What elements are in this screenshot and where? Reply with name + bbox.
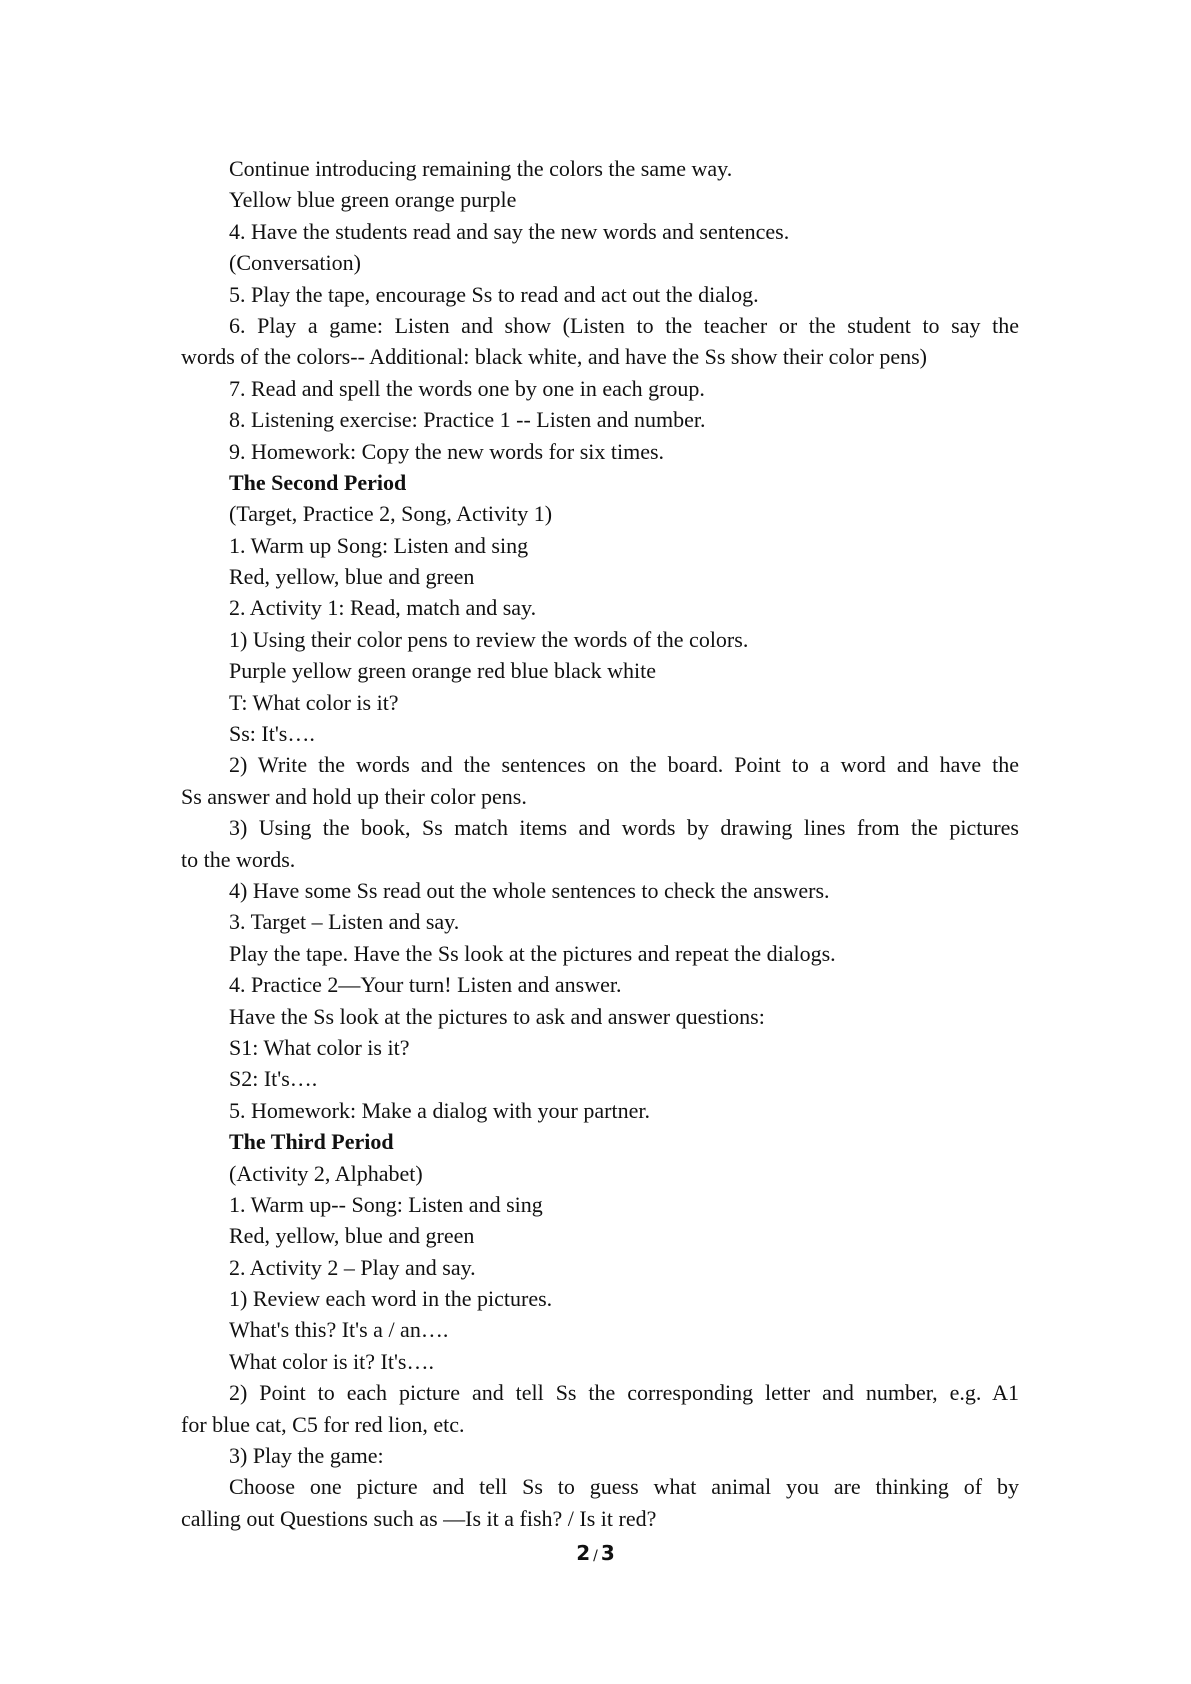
text-line: Play the tape. Have the Ss look at the pictures and repeat the dialogs.	[229, 940, 836, 966]
text-line: 3) Using the book, Ss match items and words by drawing lines from the pictures	[229, 815, 1019, 841]
text-line: 6. Play a game: Listen and show (Listen to the teacher or the student to say the	[229, 312, 1019, 338]
section-heading: The Second Period	[229, 469, 407, 495]
text-line: Red, yellow, blue and green	[229, 564, 475, 590]
document-body	[181, 153, 1019, 1534]
text-line: 1. Warm up-- Song: Listen and sing	[229, 1191, 543, 1217]
text-line: 1) Review each word in the pictures.	[229, 1286, 553, 1312]
text-line: for blue cat, C5 for red lion, etc.	[181, 1411, 465, 1437]
text-line: words of the colors-- Additional: black white, and have the Ss show their color pens)	[181, 344, 928, 370]
text-line: What color is it? It's….	[229, 1348, 434, 1374]
text-line: to the words.	[181, 846, 296, 872]
text-line: 4. Practice 2—Your turn! Listen and answer.	[229, 972, 622, 998]
page-number-total: 3	[600, 1541, 615, 1565]
page-number-separator: /	[593, 1548, 598, 1564]
text-line: Choose one picture and tell Ss to guess what animal you are thinking of by	[229, 1474, 1019, 1500]
text-line: Purple yellow green orange red blue black white	[229, 658, 657, 684]
text-line: Ss: It's….	[229, 721, 315, 747]
text-line: 2. Activity 2 – Play and say.	[229, 1254, 476, 1280]
text-line: calling out Questions such as ―Is it a fish? / Is it red?	[181, 1505, 657, 1531]
text-line: S1: What color is it?	[229, 1034, 410, 1060]
text-line: 2) Write the words and the sentences on the board. Point to a word and have the	[229, 752, 1019, 778]
text-line: 5. Play the tape, encourage Ss to read and act out the dialog.	[229, 281, 759, 307]
text-line: 7. Read and spell the words one by one in each group.	[229, 375, 705, 401]
text-line: Yellow blue green orange purple	[229, 187, 517, 213]
text-line: 4) Have some Ss read out the whole sentences to check the answers.	[229, 877, 830, 903]
text-line: 2. Activity 1: Read, match and say.	[229, 595, 537, 621]
text-line: 9. Homework: Copy the new words for six times.	[229, 438, 665, 464]
text-line: Have the Ss look at the pictures to ask and answer questions:	[229, 1003, 765, 1029]
text-line: 8. Listening exercise: Practice 1 -- Listen and number.	[229, 407, 706, 433]
text-line: 2) Point to each picture and tell Ss the corresponding letter and number, e.g. A1	[229, 1380, 1019, 1406]
text-line: 1) Using their color pens to review the words of the colors.	[229, 626, 749, 652]
text-line: What's this? It's a / an….	[229, 1317, 449, 1343]
page-number-current: 2	[576, 1541, 591, 1565]
text-line: 3. Target – Listen and say.	[229, 909, 460, 935]
text-line: Red, yellow, blue and green	[229, 1223, 475, 1249]
text-line: (Conversation)	[229, 250, 361, 276]
text-line: Continue introducing remaining the colors the same way.	[229, 156, 733, 181]
text-line: 1. Warm up Song: Listen and sing	[229, 532, 529, 558]
section-heading: The Third Period	[229, 1129, 394, 1155]
text-line: T: What color is it?	[229, 689, 399, 715]
text-line: S2: It's….	[229, 1066, 318, 1092]
page-number	[0, 1541, 1191, 1565]
text-line: 4. Have the students read and say the new words and sentences.	[229, 218, 790, 244]
text-line: 3) Play the game:	[229, 1443, 384, 1469]
text-line: Ss answer and hold up their color pens.	[181, 783, 527, 809]
text-line: 5. Homework: Make a dialog with your partner.	[229, 1097, 650, 1123]
text-line: (Activity 2, Alphabet)	[229, 1160, 423, 1186]
text-line: (Target, Practice 2, Song, Activity 1)	[229, 501, 553, 527]
